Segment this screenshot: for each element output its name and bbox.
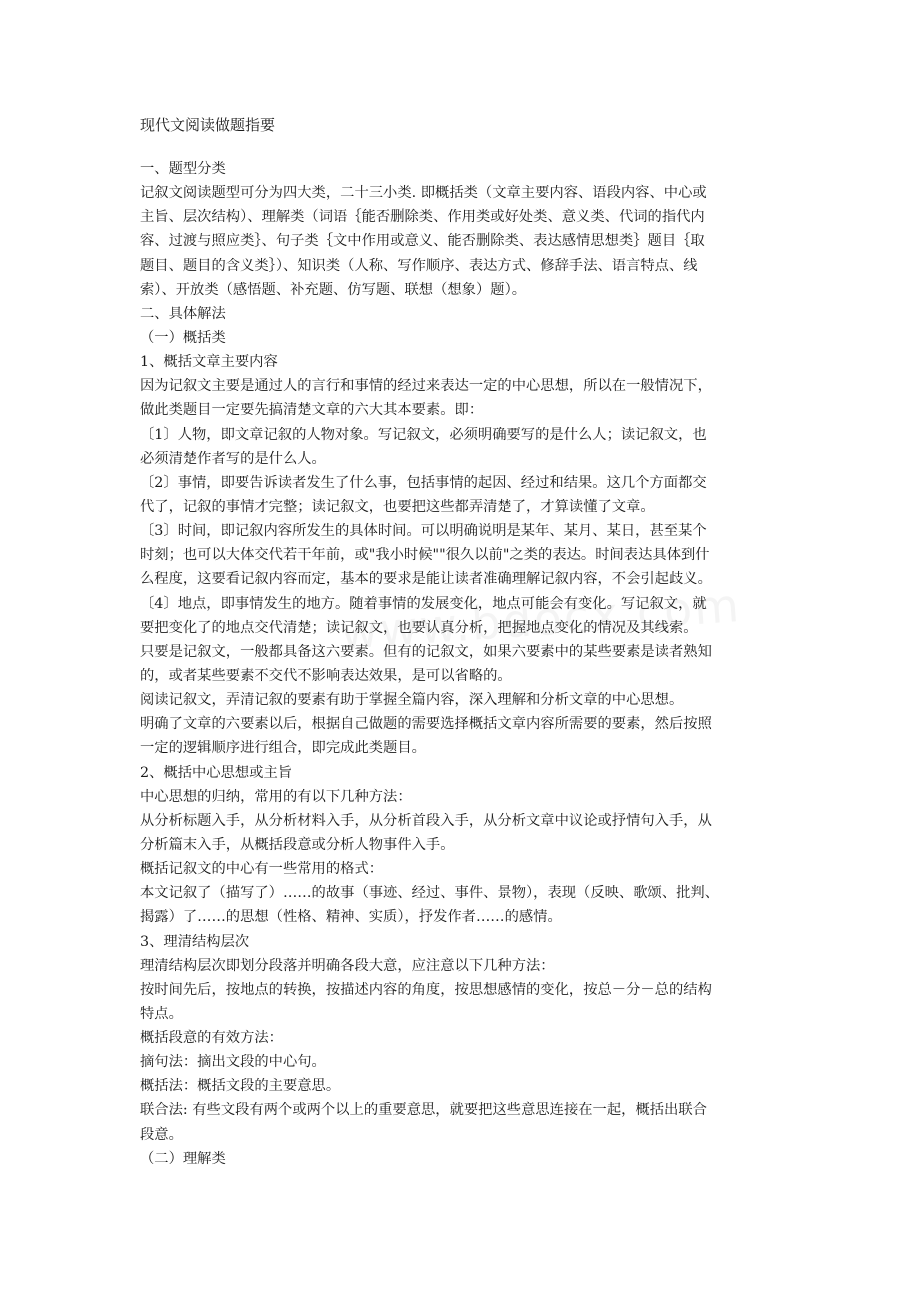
text-line: 〔4〕地点，即事情发生的地方。随着事情的发展变化，地点可能会有变化。写记叙文，就 — [140, 595, 707, 612]
text-line: 阅读记叙文，弄清记叙的要素有助于掌握全篇内容，深入理解和分析文章的中心思想。 — [140, 692, 684, 709]
text-line: 索）、开放类（感悟题、补充题、仿写题、联想（想象）题）。 — [140, 281, 527, 298]
text-line: 一、题型分类 — [140, 161, 226, 177]
text-line: 容、过渡与照应类｝、句子类｛文中作用或意义、能否删除类、表达感情思想类｝题目｛取 — [140, 233, 705, 250]
text-line: 按时间先后，按地点的转换，按描述内容的角度，按思想感情的变化，按总－分－总的结构 — [140, 981, 712, 998]
text-line: 本文记叙了（描写了）……的故事（事迹、经过、事件、景物），表现（反映、歌颂、批判、 — [140, 885, 720, 902]
text-line: 明确了文章的六要素以后，根据自己做题的需要选择概括文章内容所需要的要素，然后按照 — [140, 716, 712, 733]
text-line: 主旨、层次结构）、理解类（词语｛能否删除类、作用类或好处类、意义类、代词的指代内 — [140, 209, 705, 226]
text-line: 概括记叙文的中心有一些常用的格式： — [140, 861, 384, 878]
text-line: （一）概括类 — [140, 329, 226, 346]
text-line: 代了，记叙的事情才完整；读记叙文，也要把这些都弄清楚了，才算读懂了文章。 — [140, 498, 655, 515]
text-line: 〔1〕人物，即文章记叙的人物对象。写记叙文，必须明确要写的是什么人；读记叙文，也 — [140, 426, 707, 443]
text-line: 段意。 — [140, 1126, 183, 1143]
text-line: 理清结构层次即划分段落并明确各段大意，应注意以下几种方法： — [140, 957, 555, 974]
text-line: 分析篇末入手，从概括段意或分析人物事件入手。 — [140, 836, 455, 853]
text-line: 特点。 — [140, 1005, 183, 1022]
document-body — [140, 157, 788, 1171]
text-line: 只要是记叙文，一般都具备这六要素。但有的记叙文，如果六要素中的某些要素是读者熟知 — [140, 643, 712, 660]
text-line: 的，或者某些要素不交代不影响表达效果，是可以省略的。 — [140, 667, 512, 684]
text-line: 联合法: 有些文段有两个或两个以上的重要意思，就要把这些意思连接在一起，概括出联合 — [140, 1102, 707, 1119]
text-line: 必须清楚作者写的是什么人。 — [140, 450, 326, 467]
text-line: 做此类题目一定要先搞清楚文章的六大其本要素。即： — [140, 402, 484, 419]
text-line: 二、具体解法 — [140, 305, 226, 322]
text-line: 〔2〕事情，即要告诉读者发生了什么事，包括事情的起因、经过和结果。这几个方面都交 — [140, 474, 707, 491]
text-line: 摘句法：摘出文段的中心句。 — [140, 1054, 326, 1071]
text-line: 中心思想的归纳，常用的有以下几种方法： — [140, 788, 412, 805]
text-line: 〔3〕时间，即记叙内容所发生的具体时间。可以明确说明是某年、某月、某日，甚至某个 — [140, 523, 707, 540]
text-line: 么程度，这要看记叙内容而定，基本的要求是能让读者准确理解记叙内容，不会引起歧义。 — [140, 571, 712, 588]
text-line: 因为记叙文主要是通过人的言行和事情的经过来表达一定的中心思想，所以在一般情况下， — [140, 378, 712, 395]
text-line: 题目、题目的含义类｝）、知识类（人称、写作顺序、表达方式、修辞手法、语言特点、线 — [140, 257, 698, 274]
text-line: 要把变化了的地点交代清楚；读记叙文，也要认真分析，把握地点变化的情况及其线索。 — [140, 619, 698, 636]
text-line: 概括段意的有效方法： — [140, 1030, 283, 1047]
text-line: 3、理清结构层次 — [140, 933, 250, 950]
text-line: （二）理解类 — [140, 1150, 226, 1167]
text-line: 1、概括文章主要内容 — [140, 354, 278, 371]
text-line: 时刻；也可以大体交代若干年前，或"我小时候""很久以前"之类的表达。时间表达具体到什 — [140, 547, 710, 564]
text-line: 2、概括中心思想或主旨 — [140, 764, 293, 781]
text-line: 从分析标题入手，从分析材料入手，从分析首段入手，从分析文章中议论或抒情句入手，从 — [140, 812, 712, 829]
text-line: 概括法：概括文段的主要意思。 — [140, 1078, 341, 1095]
document-title: 现代文阅读做题指要 — [140, 116, 276, 134]
text-line: 一定的逻辑顺序进行组合，即完成此类题目。 — [140, 740, 426, 757]
text-line: 揭露）了……的思想（性格、精神、实质），抒发作者……的感情。 — [140, 909, 562, 926]
text-line: 记叙文阅读题型可分为四大类，二十三小类. 即概括类（文章主要内容、语段内容、中心或 — [140, 185, 707, 202]
